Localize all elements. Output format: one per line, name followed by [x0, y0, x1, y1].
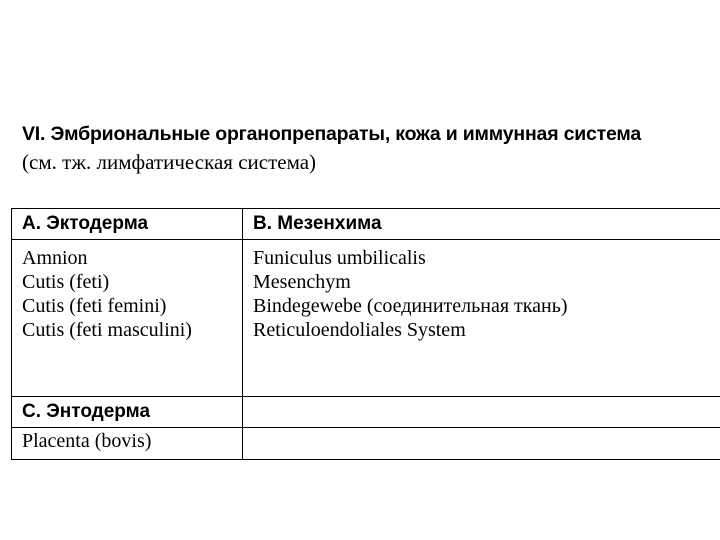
list-item: Amnion — [22, 247, 88, 269]
table-row — [12, 397, 720, 428]
list-item: Placenta (bovis) — [22, 430, 152, 452]
list-item: Cutis (feti masculini) — [22, 319, 192, 341]
list-item: Funiculus umbilicalis — [253, 247, 426, 269]
mesenchyme-header: B. Мезенхима — [253, 213, 382, 234]
endoderm-header-cell — [12, 397, 243, 428]
list-item: Mesenchym — [253, 271, 351, 293]
ectoderm-header-cell — [12, 209, 243, 240]
table-row — [12, 428, 720, 460]
list-item: Bindegewebe (соединительная ткань) — [253, 295, 568, 317]
endoderm-header: C. Энтодерма — [22, 401, 151, 422]
table-row — [12, 209, 720, 240]
slide-subtitle: (см. тж. лимфатическая система) — [22, 150, 317, 174]
list-item: Reticuloendoliales System — [253, 319, 466, 341]
ectoderm-header: A. Эктодерма — [22, 213, 149, 234]
list-item: Cutis (feti) — [22, 271, 110, 293]
ectoderm-items-cell — [12, 240, 243, 397]
table-row — [12, 240, 720, 397]
empty-cell — [243, 397, 720, 428]
endoderm-items-cell — [12, 428, 243, 460]
slide-heading — [22, 120, 712, 176]
mesenchyme-header-cell — [243, 209, 720, 240]
mesenchyme-items-cell — [243, 240, 720, 397]
empty-cell — [243, 428, 720, 460]
list-item: Cutis (feti femini) — [22, 295, 167, 317]
slide-title: VI. Эмбриональные органопрепараты, кожа и иммунная система — [22, 123, 642, 145]
organ-preparations-table — [11, 208, 720, 460]
